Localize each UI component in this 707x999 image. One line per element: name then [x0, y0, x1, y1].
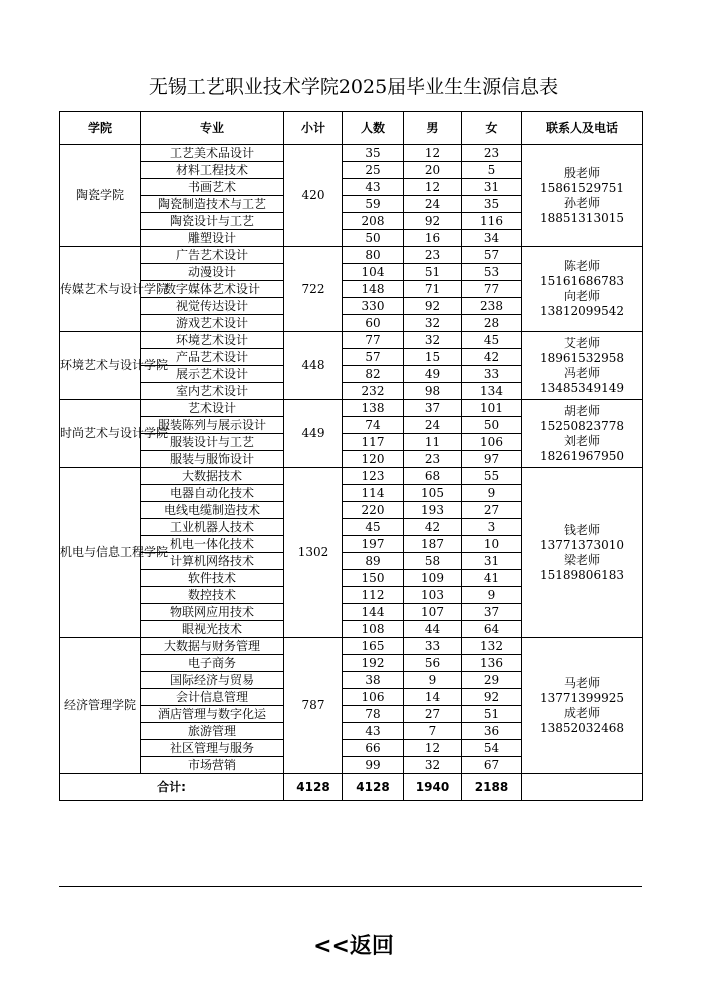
major-name: 展示艺术设计 — [141, 366, 284, 383]
male-count: 11 — [404, 434, 462, 451]
major-name: 旅游管理 — [141, 723, 284, 740]
total-label: 合计: — [60, 774, 284, 801]
major-name: 电子商务 — [141, 655, 284, 672]
college-subtotal: 420 — [284, 145, 343, 247]
college-contact — [522, 400, 643, 468]
contact-phone: 13771399925 — [540, 690, 624, 705]
contact-name: 梁老师 — [563, 552, 600, 567]
female-count: 116 — [462, 213, 522, 230]
male-count: 9 — [404, 672, 462, 689]
male-count: 193 — [404, 502, 462, 519]
female-count: 134 — [462, 383, 522, 400]
contact-name: 向老师 — [563, 289, 600, 303]
major-name: 视觉传达设计 — [141, 298, 284, 315]
contact-name: 成老师 — [563, 705, 600, 720]
male-count: 51 — [404, 264, 462, 281]
contact-name: 艾老师 — [563, 335, 600, 350]
student-count: 120 — [343, 451, 404, 468]
female-count: 34 — [462, 230, 522, 247]
table-row — [60, 332, 643, 349]
college-contact — [522, 468, 643, 638]
major-name: 动漫设计 — [141, 264, 284, 281]
student-count: 50 — [343, 230, 404, 247]
female-count: 67 — [462, 757, 522, 774]
header-subtotal: 小计 — [284, 112, 343, 145]
male-count: 98 — [404, 383, 462, 400]
student-count: 106 — [343, 689, 404, 706]
male-count: 105 — [404, 485, 462, 502]
college-contact — [522, 247, 643, 332]
male-count: 24 — [404, 196, 462, 213]
female-count: 136 — [462, 655, 522, 672]
female-count: 54 — [462, 740, 522, 757]
male-count: 56 — [404, 655, 462, 672]
male-count: 16 — [404, 230, 462, 247]
major-name: 游戏艺术设计 — [141, 315, 284, 332]
contact-name: 孙老师 — [563, 195, 600, 210]
student-count: 104 — [343, 264, 404, 281]
student-count: 80 — [343, 247, 404, 264]
major-name: 大数据与财务管理 — [141, 638, 284, 655]
student-count: 117 — [343, 434, 404, 451]
table-row — [60, 145, 643, 162]
student-count: 45 — [343, 519, 404, 536]
contact-phone: 13485349149 — [540, 380, 624, 395]
male-count: 14 — [404, 689, 462, 706]
major-name: 物联网应用技术 — [141, 604, 284, 621]
female-count: 106 — [462, 434, 522, 451]
male-count: 71 — [404, 281, 462, 298]
major-name: 陶瓷设计与工艺 — [141, 213, 284, 230]
student-count: 66 — [343, 740, 404, 757]
page-title: 无锡工艺职业技术学院2025届毕业生生源信息表 — [148, 76, 559, 98]
male-count: 23 — [404, 247, 462, 264]
male-count: 33 — [404, 638, 462, 655]
female-count: 132 — [462, 638, 522, 655]
male-count: 15 — [404, 349, 462, 366]
college-name: 时尚艺术与设计学院 — [60, 400, 141, 468]
total-contact — [522, 774, 643, 801]
major-name: 室内艺术设计 — [141, 383, 284, 400]
college-name: 陶瓷学院 — [60, 145, 141, 247]
female-count: 3 — [462, 519, 522, 536]
contact-phone: 13852032468 — [540, 720, 624, 735]
header-college: 学院 — [60, 112, 141, 145]
student-count: 35 — [343, 145, 404, 162]
student-count: 78 — [343, 706, 404, 723]
college-subtotal: 1302 — [284, 468, 343, 638]
female-count: 36 — [462, 723, 522, 740]
male-count: 12 — [404, 740, 462, 757]
female-count: 97 — [462, 451, 522, 468]
student-count: 89 — [343, 553, 404, 570]
student-count: 74 — [343, 417, 404, 434]
college-contact — [522, 638, 643, 774]
college-name: 传媒艺术与设计学院 — [60, 247, 141, 332]
college-subtotal: 449 — [284, 400, 343, 468]
student-count: 197 — [343, 536, 404, 553]
major-name: 国际经济与贸易 — [141, 672, 284, 689]
table-header-row — [60, 112, 643, 145]
student-count: 43 — [343, 179, 404, 196]
student-count: 138 — [343, 400, 404, 417]
student-count: 59 — [343, 196, 404, 213]
major-name: 工业机器人技术 — [141, 519, 284, 536]
major-name: 市场营销 — [141, 757, 284, 774]
student-count: 25 — [343, 162, 404, 179]
header-male: 男 — [404, 112, 462, 145]
major-name: 环境艺术设计 — [141, 332, 284, 349]
college-name: 经济管理学院 — [60, 638, 141, 774]
student-count: 330 — [343, 298, 404, 315]
male-count: 24 — [404, 417, 462, 434]
contact-phone: 13812099542 — [540, 304, 624, 318]
total-count: 4128 — [343, 774, 404, 801]
major-name: 软件技术 — [141, 570, 284, 587]
major-name: 雕塑设计 — [141, 230, 284, 247]
male-count: 68 — [404, 468, 462, 485]
graduate-source-table — [59, 111, 643, 801]
female-count: 77 — [462, 281, 522, 298]
divider — [59, 886, 642, 887]
contact-phone: 15250823778 — [540, 418, 624, 433]
header-contact: 联系人及电话 — [522, 112, 643, 145]
table-row — [60, 468, 643, 485]
major-name: 电器自动化技术 — [141, 485, 284, 502]
college-subtotal: 787 — [284, 638, 343, 774]
major-name: 大数据技术 — [141, 468, 284, 485]
contact-name: 陈老师 — [563, 259, 600, 273]
male-count: 27 — [404, 706, 462, 723]
college-name: 机电与信息工程学院 — [60, 468, 141, 638]
male-count: 12 — [404, 179, 462, 196]
male-count: 12 — [404, 145, 462, 162]
male-count: 92 — [404, 298, 462, 315]
table-row — [60, 247, 643, 264]
female-count: 29 — [462, 672, 522, 689]
student-count: 43 — [343, 723, 404, 740]
student-count: 82 — [343, 366, 404, 383]
major-name: 陶瓷制造技术与工艺 — [141, 196, 284, 213]
contact-phone: 15161686783 — [540, 274, 624, 288]
male-count: 187 — [404, 536, 462, 553]
total-female: 2188 — [462, 774, 522, 801]
contact-name: 胡老师 — [563, 403, 600, 418]
male-count: 32 — [404, 757, 462, 774]
college-contact — [522, 145, 643, 247]
major-name: 工艺美术品设计 — [141, 145, 284, 162]
male-count: 107 — [404, 604, 462, 621]
major-name: 服装设计与工艺 — [141, 434, 284, 451]
female-count: 37 — [462, 604, 522, 621]
male-count: 37 — [404, 400, 462, 417]
female-count: 10 — [462, 536, 522, 553]
contact-phone: 18261967950 — [540, 448, 624, 463]
major-name: 产品艺术设计 — [141, 349, 284, 366]
back-link[interactable]: <<返回 — [313, 934, 394, 959]
major-name: 服装与服饰设计 — [141, 451, 284, 468]
student-count: 77 — [343, 332, 404, 349]
female-count: 33 — [462, 366, 522, 383]
total-row — [60, 774, 643, 801]
major-name: 材料工程技术 — [141, 162, 284, 179]
major-name: 计算机网络技术 — [141, 553, 284, 570]
student-count: 123 — [343, 468, 404, 485]
student-count: 38 — [343, 672, 404, 689]
student-count: 99 — [343, 757, 404, 774]
student-count: 60 — [343, 315, 404, 332]
total-male: 1940 — [404, 774, 462, 801]
female-count: 92 — [462, 689, 522, 706]
table-body — [60, 145, 643, 774]
contact-name: 刘老师 — [563, 433, 600, 448]
table-row — [60, 638, 643, 655]
college-subtotal: 722 — [284, 247, 343, 332]
student-count: 192 — [343, 655, 404, 672]
student-count: 114 — [343, 485, 404, 502]
male-count: 7 — [404, 723, 462, 740]
total-subtotal: 4128 — [284, 774, 343, 801]
female-count: 31 — [462, 179, 522, 196]
student-count: 148 — [343, 281, 404, 298]
male-count: 44 — [404, 621, 462, 638]
major-name: 眼视光技术 — [141, 621, 284, 638]
female-count: 101 — [462, 400, 522, 417]
female-count: 35 — [462, 196, 522, 213]
student-count: 208 — [343, 213, 404, 230]
student-count: 220 — [343, 502, 404, 519]
major-name: 服装陈列与展示设计 — [141, 417, 284, 434]
major-name: 广告艺术设计 — [141, 247, 284, 264]
female-count: 45 — [462, 332, 522, 349]
male-count: 103 — [404, 587, 462, 604]
contact-phone: 15189806183 — [540, 567, 624, 582]
female-count: 238 — [462, 298, 522, 315]
female-count: 53 — [462, 264, 522, 281]
female-count: 42 — [462, 349, 522, 366]
student-count: 150 — [343, 570, 404, 587]
male-count: 92 — [404, 213, 462, 230]
major-name: 数控技术 — [141, 587, 284, 604]
major-name: 机电一体化技术 — [141, 536, 284, 553]
student-count: 112 — [343, 587, 404, 604]
male-count: 49 — [404, 366, 462, 383]
female-count: 57 — [462, 247, 522, 264]
female-count: 27 — [462, 502, 522, 519]
contact-phone: 15861529751 — [540, 180, 624, 195]
contact-phone: 18961532958 — [540, 350, 624, 365]
female-count: 9 — [462, 587, 522, 604]
female-count: 31 — [462, 553, 522, 570]
header-count: 人数 — [343, 112, 404, 145]
major-name: 数字媒体艺术设计 — [141, 281, 284, 298]
header-female: 女 — [462, 112, 522, 145]
female-count: 28 — [462, 315, 522, 332]
college-name: 环境艺术与设计学院 — [60, 332, 141, 400]
student-count: 232 — [343, 383, 404, 400]
female-count: 41 — [462, 570, 522, 587]
major-name: 酒店管理与数字化运 — [141, 706, 284, 723]
student-count: 57 — [343, 349, 404, 366]
male-count: 23 — [404, 451, 462, 468]
major-name: 电线电缆制造技术 — [141, 502, 284, 519]
male-count: 58 — [404, 553, 462, 570]
male-count: 32 — [404, 332, 462, 349]
header-major: 专业 — [141, 112, 284, 145]
female-count: 23 — [462, 145, 522, 162]
student-count: 108 — [343, 621, 404, 638]
male-count: 20 — [404, 162, 462, 179]
major-name: 艺术设计 — [141, 400, 284, 417]
contact-name: 殷老师 — [563, 165, 600, 180]
female-count: 55 — [462, 468, 522, 485]
college-contact — [522, 332, 643, 400]
table-row — [60, 400, 643, 417]
female-count: 51 — [462, 706, 522, 723]
contact-name: 钱老师 — [563, 522, 600, 537]
major-name: 书画艺术 — [141, 179, 284, 196]
college-subtotal: 448 — [284, 332, 343, 400]
male-count: 42 — [404, 519, 462, 536]
female-count: 5 — [462, 162, 522, 179]
contact-name: 冯老师 — [563, 365, 600, 380]
major-name: 会计信息管理 — [141, 689, 284, 706]
student-count: 144 — [343, 604, 404, 621]
contact-phone: 13771373010 — [540, 537, 624, 552]
contact-name: 马老师 — [563, 675, 600, 690]
student-count: 165 — [343, 638, 404, 655]
female-count: 9 — [462, 485, 522, 502]
major-name: 社区管理与服务 — [141, 740, 284, 757]
male-count: 32 — [404, 315, 462, 332]
female-count: 50 — [462, 417, 522, 434]
female-count: 64 — [462, 621, 522, 638]
male-count: 109 — [404, 570, 462, 587]
contact-phone: 18851313015 — [540, 210, 624, 225]
